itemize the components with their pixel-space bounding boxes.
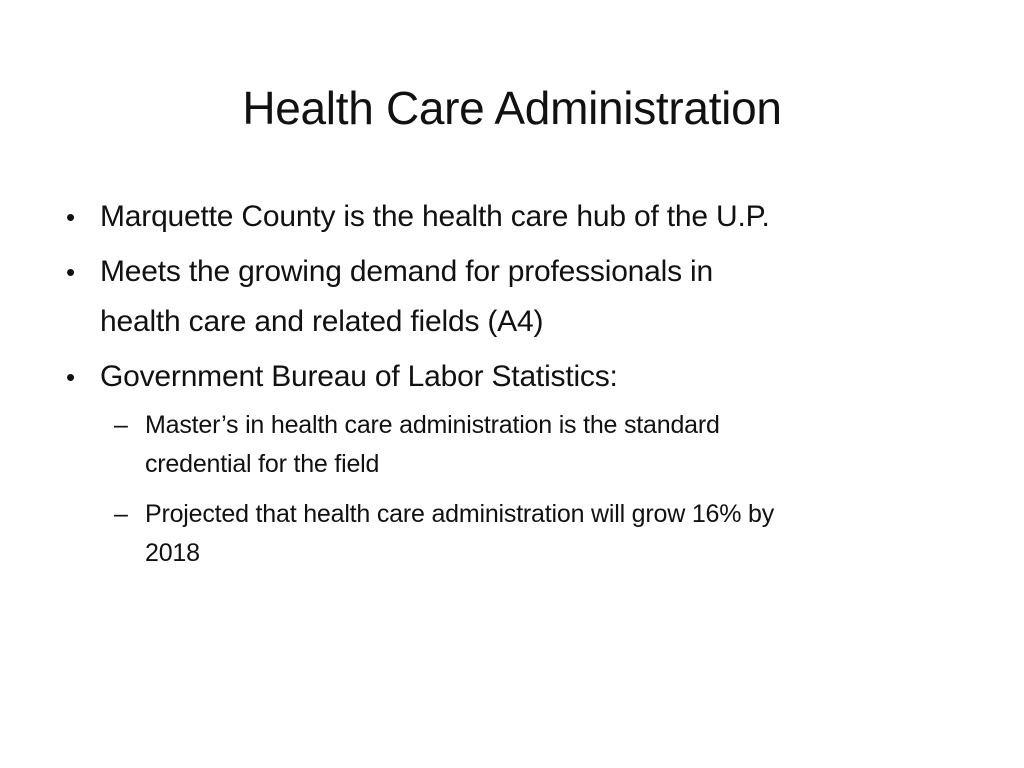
bullet-item-hub <box>60 192 980 242</box>
bullet-item-demand <box>60 247 980 347</box>
bullet-text: Meets the growing demand for professionals in <box>100 255 714 288</box>
sub-bullet-item-growth <box>100 495 980 573</box>
sub-bullet-text: Projected that health care administration will grow 16% by <box>145 500 775 528</box>
bullet-text: Government Bureau of Labor Statistics: <box>100 360 618 393</box>
slide-title: Health Care Administration <box>242 82 782 134</box>
dash-icon: – <box>114 500 128 528</box>
sub-bullet-list <box>100 406 980 573</box>
sub-bullet-text: 2018 <box>145 539 200 567</box>
bullet-list <box>60 192 980 584</box>
bullet-icon: • <box>66 257 75 287</box>
sub-bullet-text: credential for the field <box>145 450 380 478</box>
bullet-icon: • <box>66 202 75 232</box>
bullet-icon: • <box>66 362 75 392</box>
bullet-item-bls <box>60 352 980 573</box>
dash-icon: – <box>114 411 128 439</box>
sub-bullet-item-credential <box>100 406 980 484</box>
bullet-text: Marquette County is the health care hub of the U.P. <box>100 200 770 233</box>
bullet-text: health care and related fields (A4) <box>100 305 544 338</box>
sub-bullet-text: Master’s in health care administration is the standard <box>145 411 720 439</box>
